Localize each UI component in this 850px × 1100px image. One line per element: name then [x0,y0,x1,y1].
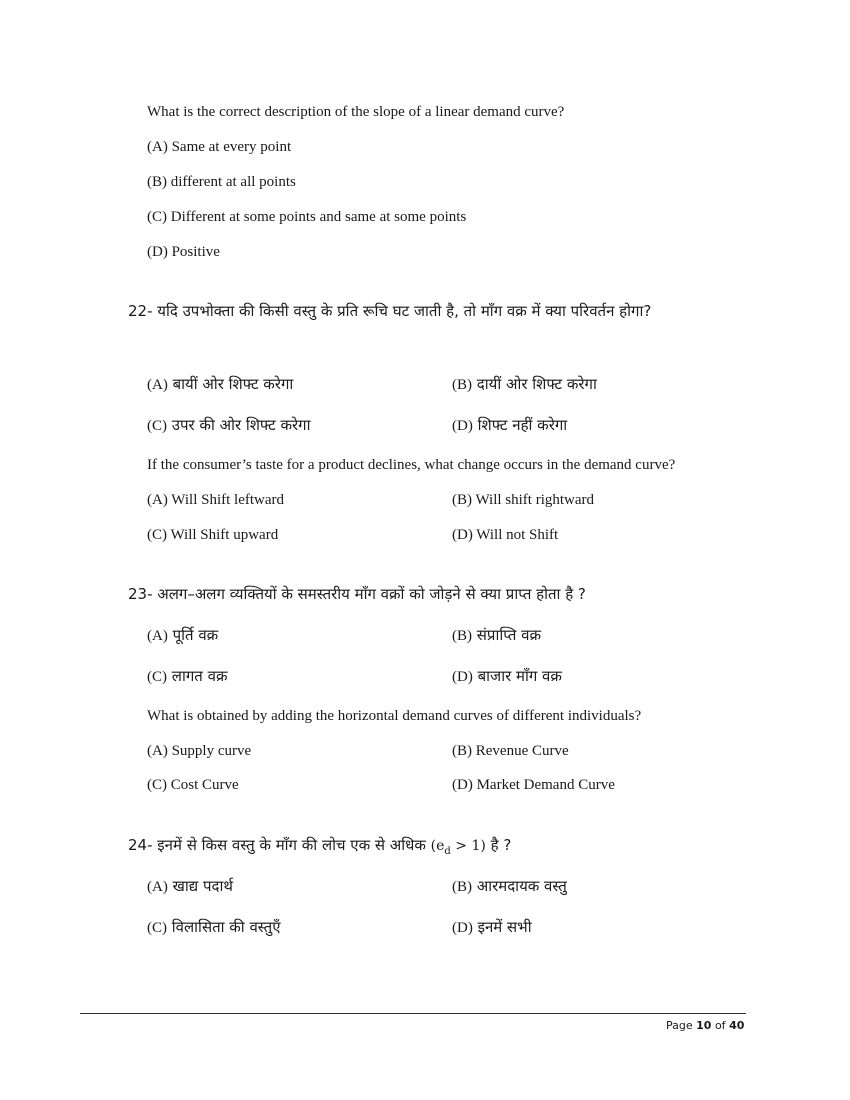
q23-en-option-a: (A) Supply curve [147,743,252,759]
q22-en-option-b: (B) Will shift rightward [452,492,595,508]
q23-en-option-c: (C) Cost Curve [147,777,239,793]
q21-option-b: (B) different at all points [147,174,296,190]
q22-hi-option-d: (D) शिफ्ट नहीं करेगा [452,416,568,434]
q23-en-option-d: (D) Market Demand Curve [452,777,615,793]
q24-hi-option-a: (A) खाद्य पदार्थ [147,877,233,895]
q21-option-d: (D) Positive [147,244,220,260]
q23-question-hi: 23- अलग–अलग व्यक्तियों के समस्तरीय माँग वक्रों को जोड़ने से क्या प्राप्त होता है ? [128,585,586,603]
q22-en-option-d: (D) Will not Shift [452,527,559,543]
q22-en-option-a: (A) Will Shift leftward [147,492,285,508]
q22-hi-option-c: (C) उपर की ओर शिफ्ट करेगा [147,416,311,434]
q23-question-en: What is obtained by adding the horizontal demand curves of different individuals? [147,708,642,724]
q23-hi-option-d: (D) बाजार माँग वक्र [452,667,562,685]
elasticity-formula: $(e_d > 1)$ [430,838,486,857]
q24-hi-option-b: (B) आरमदायक वस्तु [452,877,567,895]
footer-divider [80,1013,746,1014]
q22-question-hi: 22- यदि उपभोक्ता की किसी वस्तु के प्रति रूचि घट जाती है, तो माँग वक्र में क्या परिवर्तन होगा? [128,302,652,320]
q24-question-hi: 24- इनमें से किस वस्तु के माँग की लोच एक से अधिक $(e_d > 1)$ है ? [128,836,512,857]
q23-en-option-b: (B) Revenue Curve [452,743,569,759]
q24-hi-option-d: (D) इनमें सभी [452,918,532,936]
q22-hi-option-a: (A) बायीं ओर शिफ्ट करेगा [147,375,294,393]
q21-option-a: (A) Same at every point [147,139,292,155]
q23-hi-option-a: (A) पूर्ति वक्र [147,626,219,644]
q21-option-c: (C) Different at some points and same at some points [147,209,467,225]
q22-question-en: If the consumer’s taste for a product declines, what change occurs in the demand curve? [147,457,676,473]
q23-hi-option-b: (B) संप्राप्ति वक्र [452,626,542,644]
q24-hi-option-c: (C) विलासिता की वस्तुएँ [147,918,281,936]
q21-question-en: What is the correct description of the slope of a linear demand curve? [147,104,565,120]
q23-hi-option-c: (C) लागत वक्र [147,667,228,685]
q22-en-option-c: (C) Will Shift upward [147,527,279,543]
page-number: Page 10 of 40 [666,1019,745,1032]
q22-hi-option-b: (B) दायीं ओर शिफ्ट करेगा [452,375,597,393]
